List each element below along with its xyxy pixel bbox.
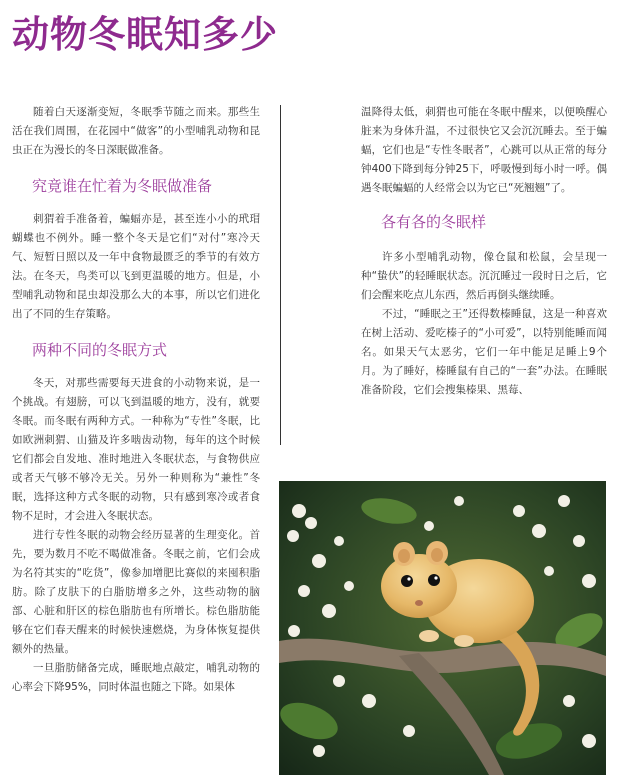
section-heading-who-prepares: 究竟谁在忙着为冬眠做准备 [32, 177, 213, 195]
section2-paragraph-2: 进行专性冬眠的动物会经历显著的生理变化。首先，要为数月不吃不喝做准备。冬眠之前，它们会成为名符其实的“吃货”，像参加增肥比赛似的来囤积脂肪。除了皮肤下的白脂肪增多之外，这些动物的脑部、心脏和肝区的棕色脂肪也有所增长。棕色脂肪能够在它们春天醒来的时候快速燃烧，为身体恢复提供额外的热量。 [12, 529, 260, 655]
right-column [361, 103, 607, 400]
dormouse-photo [279, 481, 606, 775]
continuation-paragraph: 温降得太低，刺猬也可能在冬眠中醒来，以便唤醒心脏来为身体升温，不过很快它又会沉沉睡去。至于蝙蝠，它们也是“专性冬眠者”，心跳可以从正常的每分钟400下降到每分钟25下，呼吸慢到每小时一呼。偶遇冬眠蝙蝠的人经常会以为它已“死翘翘”了。 [361, 106, 607, 194]
page-title: 动物冬眠知多少 [12, 13, 278, 56]
section3-paragraph-2: 不过，“睡眠之王”还得数榛睡鼠，这是一种喜欢在树上活动、爱吃榛子的“小可爱”，以特别能睡而闻名。如果天气太恶劣，它们一年中能足足睡上9个月。为了睡好，榛睡鼠有自己的“一套”办法。在睡眠准备阶段，它们会搜集榛果、黑莓、 [361, 308, 607, 396]
section-heading-two-ways: 两种不同的冬眠方式 [32, 341, 168, 359]
section2-paragraph-3: 一旦脂肪储备完成，睡眠地点敲定，哺乳动物的心率会下降95%，同时体温也随之下降。如果体 [12, 662, 260, 693]
left-column [12, 103, 260, 697]
column-divider [280, 105, 281, 445]
section1-paragraph: 刺猬着手准备着，蝙蝠亦是，甚至连小小的玳瑁蝴蝶也不例外。睡一整个冬天是它们“对付”寒冷天气、短暂日照以及一年中食物最匮乏的季节的有效方法。在冬天，鸟类可以飞到更温暖的地方。但是，小型哺乳动物和昆虫却没那么大的本事，所以它们进化出了不同的生存策略。 [12, 213, 260, 320]
section2-paragraph-1: 冬天，对那些需要每天进食的小动物来说，是一个挑战。有翅膀，可以飞到温暖的地方，没有，就要冬眠。而冬眠有两种方式。一种称为“专性”冬眠，比如欧洲刺猬、山猫及许多啮齿动物，每年的这个时候它们都会自发地、准时地进入冬眠状态，与食物供应或者天气够不够冷无关。另外一种则称为“兼性”冬眠，选择这种方式冬眠的动物，只有感到寒冷或者食物不足时，才会进入冬眠状态。 [12, 377, 260, 522]
intro-paragraph: 随着白天逐渐变短，冬眠季节随之而来。那些生活在我们周围，在花园中“做客”的小型哺乳动物和昆虫正在为漫长的冬日深眠做准备。 [12, 106, 260, 156]
section3-paragraph-1: 许多小型哺乳动物，像仓鼠和松鼠，会呈现一种“蛰伏”的轻睡眠状态。沉沉睡过一段时日之后，它们会醒来吃点儿东西，然后再倒头继续睡。 [361, 251, 607, 301]
section-heading-various-ways: 各有各的冬眠样 [381, 213, 487, 231]
